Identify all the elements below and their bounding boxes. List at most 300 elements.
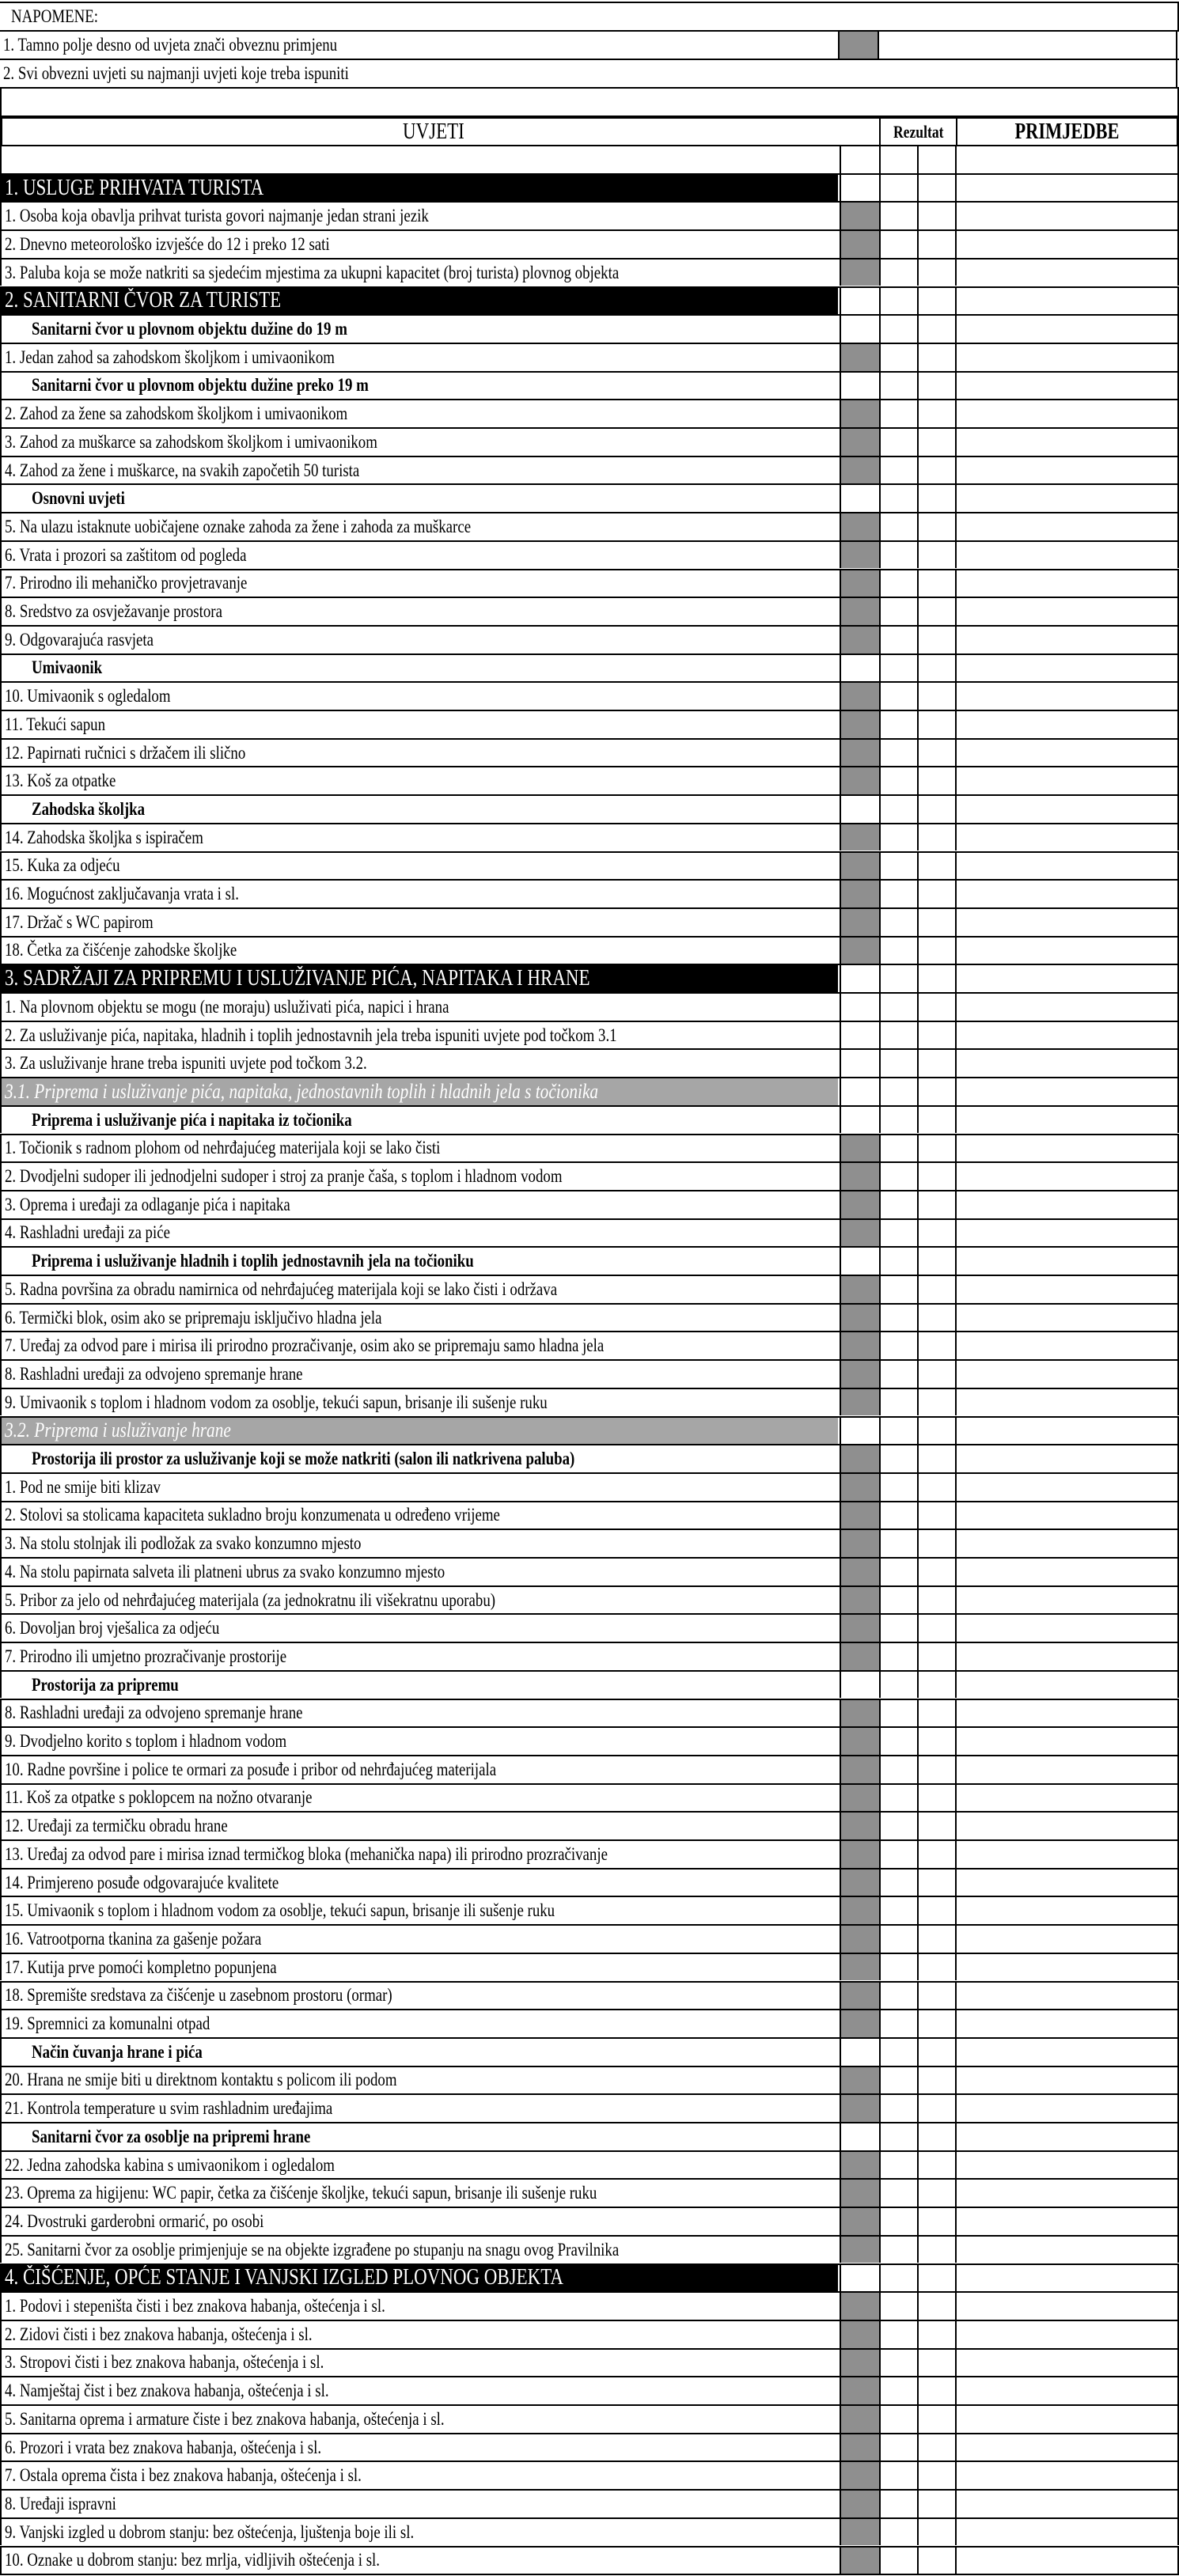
group-heading-row <box>0 1444 1179 1472</box>
remarks-cell[interactable] <box>955 909 1179 936</box>
remarks-cell[interactable] <box>955 627 1179 653</box>
result-cell-2[interactable] <box>917 2491 955 2517</box>
remarks-cell[interactable] <box>955 2350 1179 2377</box>
result-cell-2[interactable] <box>917 2548 955 2574</box>
remarks-cell[interactable] <box>955 485 1179 512</box>
table-row <box>0 907 1179 936</box>
result-cell-1[interactable] <box>879 1361 917 1388</box>
result-cell-2[interactable] <box>917 1672 955 1699</box>
mandatory-marker-cell <box>840 881 879 907</box>
remarks-cell[interactable] <box>955 1728 1179 1755</box>
table-row <box>0 710 1179 738</box>
result-cell-2[interactable] <box>917 1248 955 1275</box>
remarks-cell[interactable] <box>955 1474 1179 1501</box>
result-cell-1[interactable] <box>879 711 917 738</box>
result-cell-1[interactable] <box>879 909 917 936</box>
result-cell-2[interactable] <box>917 485 955 512</box>
remarks-cell[interactable] <box>955 740 1179 767</box>
result-cell-2[interactable] <box>917 288 955 315</box>
result-cell-2[interactable] <box>917 2208 955 2235</box>
remarks-cell[interactable] <box>955 2237 1179 2263</box>
remarks-cell[interactable] <box>955 1869 1179 1896</box>
condition-text: 1. Osoba koja obavlja prihvat turista govori najmanje jedan strani jezik <box>5 206 429 226</box>
result-cell-1[interactable] <box>879 2377 917 2404</box>
result-cell-1[interactable] <box>879 1050 917 1077</box>
result-cell-1[interactable] <box>879 598 917 625</box>
remarks-cell[interactable] <box>955 1983 1179 2010</box>
remarks-cell[interactable] <box>955 994 1179 1021</box>
remarks-cell[interactable] <box>955 1587 1179 1614</box>
result-cell-2[interactable] <box>917 1445 955 1472</box>
remarks-cell[interactable] <box>955 598 1179 625</box>
result-cell-2[interactable] <box>917 1191 955 1218</box>
remarks-cell[interactable] <box>955 570 1179 597</box>
result-cell-2[interactable] <box>917 711 955 738</box>
subsection-header-row <box>0 1077 1179 1105</box>
result-cell-2[interactable] <box>917 1615 955 1642</box>
remarks-cell[interactable] <box>955 203 1179 229</box>
result-cell-1[interactable] <box>879 2208 917 2235</box>
result-cell-1[interactable] <box>879 2434 917 2461</box>
result-cell-1[interactable] <box>879 1248 917 1275</box>
result-cell-1[interactable] <box>879 1389 917 1416</box>
result-cell-2[interactable] <box>917 2180 955 2207</box>
result-cell-1[interactable] <box>879 457 917 484</box>
remarks-cell[interactable] <box>955 2123 1179 2150</box>
remarks-cell[interactable] <box>955 513 1179 540</box>
remarks-cell[interactable] <box>955 2010 1179 2037</box>
remarks-cell[interactable] <box>955 231 1179 258</box>
note-text: 1. Tamno polje desno od uvjeta znači obveznu primjenu <box>3 35 338 55</box>
result-cell-1[interactable] <box>879 1305 917 1332</box>
result-cell-1[interactable] <box>879 2548 917 2574</box>
result-cell-1[interactable] <box>879 1897 917 1924</box>
remarks-cell[interactable] <box>955 2519 1179 2546</box>
result-cell-2[interactable] <box>917 740 955 767</box>
result-cell-2[interactable] <box>917 1643 955 1670</box>
remarks-cell[interactable] <box>955 1785 1179 1812</box>
result-cell-1[interactable] <box>879 2321 917 2348</box>
remarks-cell[interactable] <box>955 1756 1179 1783</box>
condition-cell <box>2 316 838 343</box>
result-cell-1[interactable] <box>879 316 917 343</box>
result-cell-2[interactable] <box>917 429 955 456</box>
result-cell-1[interactable] <box>879 2237 917 2263</box>
result-cell-1[interactable] <box>879 1700 917 1727</box>
remarks-cell[interactable] <box>955 1445 1179 1472</box>
result-cell-2[interactable] <box>917 655 955 682</box>
result-cell-1[interactable] <box>879 2293 917 2320</box>
result-cell-1[interactable] <box>879 400 917 427</box>
result-cell-2[interactable] <box>917 400 955 427</box>
remarks-cell[interactable] <box>955 1418 1179 1445</box>
result-cell-1[interactable] <box>879 2265 917 2292</box>
result-cell-1[interactable] <box>879 1022 917 1049</box>
mandatory-marker-cell <box>840 2010 879 2037</box>
remarks-cell[interactable] <box>955 542 1179 569</box>
result-cell-2[interactable] <box>917 2462 955 2489</box>
result-cell-1[interactable] <box>879 853 917 880</box>
result-cell-1[interactable] <box>879 231 917 258</box>
result-cell-1[interactable] <box>879 1643 917 1670</box>
result-cell-2[interactable] <box>917 1361 955 1388</box>
result-cell-2[interactable] <box>917 1785 955 1812</box>
result-cell-2[interactable] <box>917 203 955 229</box>
condition-text: 13. Koš za otpatke <box>5 771 116 791</box>
notes-title-row <box>0 2 1179 30</box>
condition-cell <box>2 2377 838 2404</box>
result-cell-2[interactable] <box>917 1418 955 1445</box>
remarks-cell[interactable] <box>955 373 1179 400</box>
result-cell-2[interactable] <box>917 1107 955 1134</box>
result-cell-1[interactable] <box>879 965 917 992</box>
remarks-cell[interactable] <box>955 1022 1179 1049</box>
result-cell-2[interactable] <box>917 316 955 343</box>
result-cell-1[interactable] <box>879 1220 917 1247</box>
result-cell-1[interactable] <box>879 1869 917 1896</box>
result-cell-2[interactable] <box>917 2519 955 2546</box>
remarks-cell[interactable] <box>955 1050 1179 1077</box>
remarks-cell[interactable] <box>955 1078 1179 1105</box>
remarks-cell[interactable] <box>955 2434 1179 2461</box>
remarks-cell[interactable] <box>955 1107 1179 1134</box>
remarks-cell[interactable] <box>955 1220 1179 1247</box>
result-cell-1[interactable] <box>879 627 917 653</box>
result-cell-1[interactable] <box>879 1418 917 1445</box>
remarks-cell[interactable] <box>955 2265 1179 2292</box>
result-cell-1[interactable] <box>879 1276 917 1303</box>
result-cell-1[interactable] <box>879 1191 917 1218</box>
result-cell-1[interactable] <box>879 1502 917 1529</box>
remarks-cell[interactable] <box>955 1502 1179 1529</box>
condition-text: 24. Dvostruki garderobni ormarić, po osobi <box>5 2210 264 2231</box>
remarks-cell[interactable] <box>955 1276 1179 1303</box>
result-cell-1[interactable] <box>879 2491 917 2517</box>
result-cell-2[interactable] <box>917 938 955 964</box>
remarks-cell[interactable] <box>955 429 1179 456</box>
result-cell-1[interactable] <box>879 542 917 569</box>
remarks-cell[interactable] <box>955 2067 1179 2094</box>
result-cell-1[interactable] <box>879 1756 917 1783</box>
group-heading-row <box>0 314 1179 343</box>
remarks-cell[interactable] <box>955 1615 1179 1642</box>
result-cell-1[interactable] <box>879 1530 917 1557</box>
result-cell-1[interactable] <box>879 767 917 794</box>
result-cell-1[interactable] <box>879 1474 917 1501</box>
result-cell-1[interactable] <box>879 740 917 767</box>
result-cell-1[interactable] <box>879 2406 917 2433</box>
remarks-cell[interactable] <box>955 2180 1179 2207</box>
table-row <box>0 456 1179 484</box>
result-cell-2[interactable] <box>917 1332 955 1359</box>
result-cell-2[interactable] <box>917 344 955 371</box>
remarks-cell[interactable] <box>955 767 1179 794</box>
result-cell-2[interactable] <box>917 1389 955 1416</box>
result-cell-2[interactable] <box>917 1474 955 1501</box>
result-cell-1[interactable] <box>879 994 917 1021</box>
result-cell-2[interactable] <box>917 683 955 710</box>
result-cell-2[interactable] <box>917 965 955 992</box>
result-cell-2[interactable] <box>917 994 955 1021</box>
remarks-cell[interactable] <box>955 1305 1179 1332</box>
result-cell-2[interactable] <box>917 627 955 653</box>
result-cell-1[interactable] <box>879 1559 917 1585</box>
condition-cell <box>2 2434 838 2461</box>
result-cell-1[interactable] <box>879 1163 917 1190</box>
result-cell-2[interactable] <box>917 1050 955 1077</box>
result-cell-2[interactable] <box>917 1897 955 1924</box>
result-cell-1[interactable] <box>879 824 917 851</box>
result-cell-2[interactable] <box>917 1869 955 1896</box>
remarks-cell[interactable] <box>955 344 1179 371</box>
result-cell-2[interactable] <box>917 175 955 202</box>
remarks-cell[interactable] <box>955 2491 1179 2517</box>
remarks-cell[interactable] <box>955 796 1179 823</box>
result-cell-1[interactable] <box>879 2095 917 2122</box>
result-cell-1[interactable] <box>879 1813 917 1839</box>
remarks-cell[interactable] <box>955 2293 1179 2320</box>
remarks-cell[interactable] <box>955 711 1179 738</box>
result-cell-1[interactable] <box>879 203 917 229</box>
note-row <box>0 30 1179 59</box>
result-cell-1[interactable] <box>879 570 917 597</box>
result-cell-1[interactable] <box>879 2123 917 2150</box>
remarks-cell[interactable] <box>955 1954 1179 1981</box>
result-cell-1[interactable] <box>879 1107 917 1134</box>
group-heading-row <box>0 1670 1179 1699</box>
remarks-cell[interactable] <box>955 1559 1179 1585</box>
remarks-cell[interactable] <box>955 1135 1179 1162</box>
remarks-cell[interactable] <box>955 400 1179 427</box>
result-cell-1[interactable] <box>879 1841 917 1868</box>
result-cell-1[interactable] <box>879 1135 917 1162</box>
remarks-cell[interactable] <box>955 2462 1179 2489</box>
result-cell-2[interactable] <box>917 1530 955 1557</box>
condition-text: 3. Stropovi čisti i bez znakova habanja, oštećenja i sl. <box>5 2352 324 2373</box>
result-cell-1[interactable] <box>879 344 917 371</box>
remarks-cell[interactable] <box>955 1248 1179 1275</box>
result-cell-2[interactable] <box>917 1559 955 1585</box>
result-cell-2[interactable] <box>917 2039 955 2066</box>
table-row <box>0 2489 1179 2517</box>
remarks-cell[interactable] <box>955 2039 1179 2066</box>
result-cell-2[interactable] <box>917 909 955 936</box>
condition-cell <box>2 373 838 400</box>
result-cell-2[interactable] <box>917 1305 955 1332</box>
result-cell-2[interactable] <box>917 1983 955 2010</box>
result-cell-2[interactable] <box>917 1756 955 1783</box>
result-cell-2[interactable] <box>917 1502 955 1529</box>
condition-cell <box>2 1728 838 1755</box>
remarks-cell[interactable] <box>955 316 1179 343</box>
result-cell-1[interactable] <box>879 1728 917 1755</box>
remarks-cell[interactable] <box>955 2548 1179 2574</box>
remarks-cell[interactable] <box>955 259 1179 286</box>
table-bottom-border <box>0 2574 1179 2575</box>
remarks-cell[interactable] <box>955 2321 1179 2348</box>
result-cell-1[interactable] <box>879 288 917 315</box>
result-cell-2[interactable] <box>917 2406 955 2433</box>
result-cell-2[interactable] <box>917 2010 955 2037</box>
remarks-cell[interactable] <box>955 1897 1179 1924</box>
result-cell-2[interactable] <box>917 259 955 286</box>
result-cell-2[interactable] <box>917 598 955 625</box>
result-cell-1[interactable] <box>879 2180 917 2207</box>
result-cell-1[interactable] <box>879 259 917 286</box>
remarks-cell[interactable] <box>955 655 1179 682</box>
result-cell-1[interactable] <box>879 2039 917 2066</box>
result-cell-2[interactable] <box>917 570 955 597</box>
result-cell-1[interactable] <box>879 1587 917 1614</box>
result-cell-1[interactable] <box>879 429 917 456</box>
table-row <box>0 2235 1179 2263</box>
result-cell-2[interactable] <box>917 824 955 851</box>
result-cell-1[interactable] <box>879 175 917 202</box>
remarks-cell[interactable] <box>955 1926 1179 1953</box>
remarks-cell[interactable] <box>955 146 1179 173</box>
result-cell-1[interactable] <box>879 146 917 173</box>
remarks-cell[interactable] <box>955 1700 1179 1727</box>
mandatory-marker-cell <box>840 2434 879 2461</box>
result-cell-2[interactable] <box>917 2067 955 2094</box>
result-cell-1[interactable] <box>879 513 917 540</box>
remarks-cell[interactable] <box>955 2406 1179 2433</box>
result-cell-1[interactable] <box>879 1954 917 1981</box>
result-cell-2[interactable] <box>917 1728 955 1755</box>
result-cell-2[interactable] <box>917 2350 955 2377</box>
condition-text: 12. Uređaji za termičku obradu hrane <box>5 1816 228 1836</box>
result-cell-2[interactable] <box>917 1276 955 1303</box>
remarks-cell[interactable] <box>955 288 1179 315</box>
remarks-cell[interactable] <box>955 1361 1179 1388</box>
result-cell-1[interactable] <box>879 2462 917 2489</box>
result-cell-2[interactable] <box>917 2321 955 2348</box>
remarks-cell[interactable] <box>955 853 1179 880</box>
result-cell-2[interactable] <box>917 2237 955 2263</box>
table-row <box>0 597 1179 625</box>
result-cell-1[interactable] <box>879 881 917 907</box>
mandatory-marker-cell <box>840 1587 879 1614</box>
result-cell-2[interactable] <box>917 1220 955 1247</box>
result-cell-2[interactable] <box>917 231 955 258</box>
remarks-cell[interactable] <box>955 2152 1179 2179</box>
result-cell-2[interactable] <box>917 2123 955 2150</box>
remarks-cell[interactable] <box>955 2208 1179 2235</box>
mandatory-marker-cell <box>840 1135 879 1162</box>
remarks-cell[interactable] <box>955 824 1179 851</box>
mandatory-marker-cell <box>840 542 879 569</box>
result-cell-1[interactable] <box>879 373 917 400</box>
remarks-cell[interactable] <box>955 1813 1179 1839</box>
remarks-cell[interactable] <box>955 1332 1179 1359</box>
result-cell-1[interactable] <box>879 1983 917 2010</box>
remarks-cell[interactable] <box>955 881 1179 907</box>
result-cell-2[interactable] <box>917 1135 955 1162</box>
result-cell-2[interactable] <box>917 2265 955 2292</box>
result-cell-2[interactable] <box>917 2377 955 2404</box>
result-cell-2[interactable] <box>917 1926 955 1953</box>
remarks-cell[interactable] <box>955 457 1179 484</box>
result-cell-1[interactable] <box>879 1926 917 1953</box>
result-cell-2[interactable] <box>917 767 955 794</box>
result-cell-1[interactable] <box>879 1672 917 1699</box>
condition-text: 16. Mogućnost zaključavanja vrata i sl. <box>5 884 239 904</box>
remarks-cell[interactable] <box>955 2095 1179 2122</box>
result-cell-1[interactable] <box>879 655 917 682</box>
result-cell-1[interactable] <box>879 2067 917 2094</box>
result-cell-2[interactable] <box>917 796 955 823</box>
remarks-cell[interactable] <box>955 1841 1179 1868</box>
remarks-cell[interactable] <box>955 1163 1179 1190</box>
result-cell-2[interactable] <box>917 542 955 569</box>
result-cell-1[interactable] <box>879 1445 917 1472</box>
result-cell-1[interactable] <box>879 2010 917 2037</box>
result-cell-2[interactable] <box>917 2152 955 2179</box>
condition-cell <box>2 909 838 936</box>
condition-text: 18. Spremište sredstava za čišćenje u zasebnom prostoru (ormar) <box>5 1985 392 2006</box>
remarks-cell[interactable] <box>955 683 1179 710</box>
result-cell-2[interactable] <box>917 2293 955 2320</box>
remarks-cell[interactable] <box>955 1530 1179 1557</box>
result-cell-2[interactable] <box>917 146 955 173</box>
result-cell-1[interactable] <box>879 2152 917 2179</box>
result-cell-2[interactable] <box>917 1813 955 1839</box>
remarks-cell[interactable] <box>955 1389 1179 1416</box>
result-cell-2[interactable] <box>917 1163 955 1190</box>
result-cell-1[interactable] <box>879 683 917 710</box>
result-cell-2[interactable] <box>917 1022 955 1049</box>
group-heading-row <box>0 653 1179 682</box>
mandatory-marker-cell <box>840 965 879 992</box>
mandatory-marker-cell <box>840 316 879 343</box>
result-cell-1[interactable] <box>879 1785 917 1812</box>
remarks-cell[interactable] <box>955 1672 1179 1699</box>
remarks-cell[interactable] <box>955 938 1179 964</box>
result-cell-2[interactable] <box>917 853 955 880</box>
result-cell-2[interactable] <box>917 373 955 400</box>
remarks-cell[interactable] <box>955 2377 1179 2404</box>
result-cell-2[interactable] <box>917 457 955 484</box>
result-cell-1[interactable] <box>879 1332 917 1359</box>
result-cell-2[interactable] <box>917 2095 955 2122</box>
mandatory-marker-cell <box>840 1305 879 1332</box>
result-cell-1[interactable] <box>879 1078 917 1105</box>
result-cell-1[interactable] <box>879 1615 917 1642</box>
result-cell-2[interactable] <box>917 1841 955 1868</box>
result-cell-1[interactable] <box>879 485 917 512</box>
result-cell-1[interactable] <box>879 2350 917 2377</box>
condition-cell <box>2 1926 838 1953</box>
remarks-cell[interactable] <box>955 1191 1179 1218</box>
result-cell-2[interactable] <box>917 1954 955 1981</box>
result-cell-2[interactable] <box>917 1078 955 1105</box>
result-cell-1[interactable] <box>879 2519 917 2546</box>
remarks-cell[interactable] <box>955 175 1179 202</box>
condition-cell <box>2 2519 838 2546</box>
remarks-cell[interactable] <box>955 965 1179 992</box>
result-cell-2[interactable] <box>917 2434 955 2461</box>
result-cell-2[interactable] <box>917 881 955 907</box>
result-cell-2[interactable] <box>917 513 955 540</box>
result-cell-1[interactable] <box>879 796 917 823</box>
table-row <box>0 1359 1179 1388</box>
result-cell-2[interactable] <box>917 1587 955 1614</box>
condition-cell <box>2 1869 838 1896</box>
condition-cell <box>2 2067 838 2094</box>
result-cell-1[interactable] <box>879 938 917 964</box>
remarks-cell[interactable] <box>955 1643 1179 1670</box>
result-cell-2[interactable] <box>917 1700 955 1727</box>
